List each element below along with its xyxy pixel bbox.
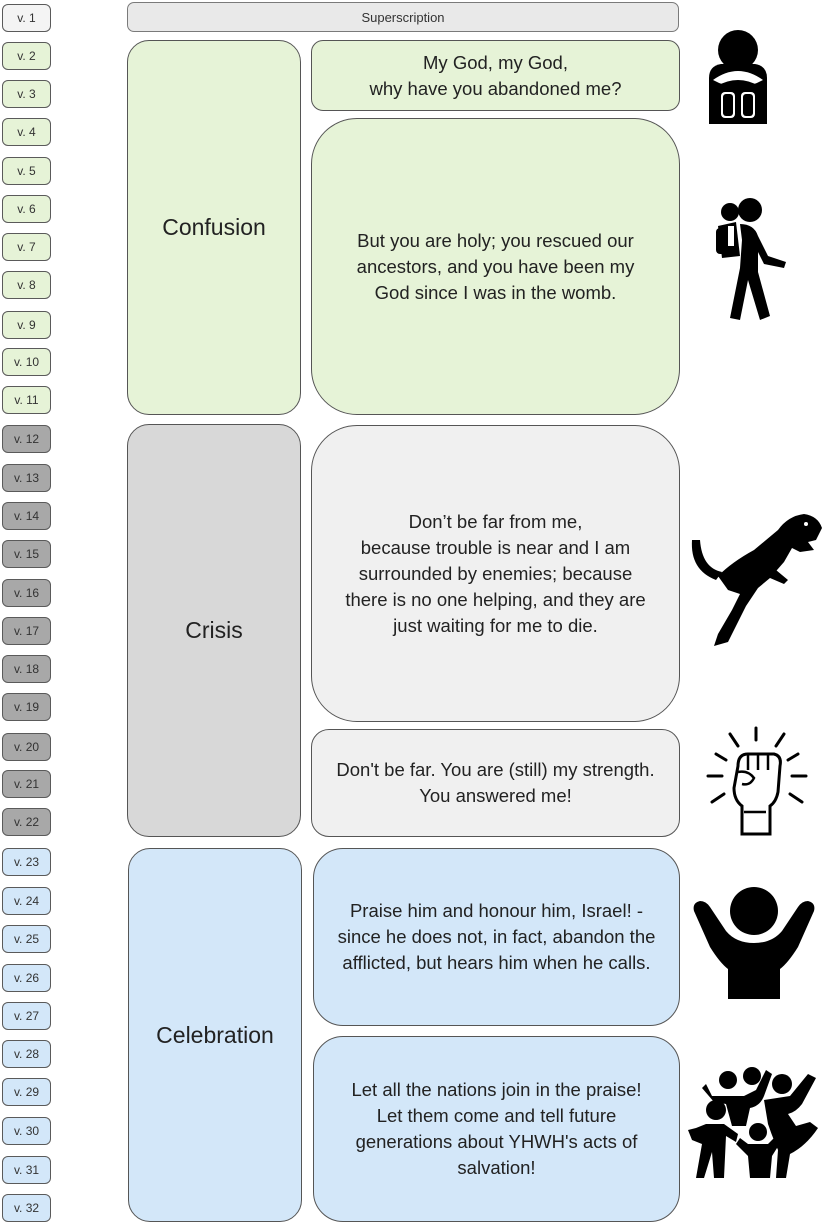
- leaping-lion-icon: [688, 510, 824, 648]
- verse-label: v. 31: [2, 1156, 51, 1184]
- verse-label: v. 29: [2, 1078, 51, 1106]
- celebrating-crowd-icon: [686, 1066, 822, 1178]
- superscription-box: Superscription: [127, 2, 679, 32]
- raised-fist-icon: [704, 726, 810, 838]
- verse-label: v. 15: [2, 540, 51, 568]
- verse-label: v. 24: [2, 887, 51, 915]
- quote-box: My God, my God, why have you abandoned me?: [311, 40, 680, 111]
- verse-label: v. 23: [2, 848, 51, 876]
- verse-label: v. 13: [2, 464, 51, 492]
- verse-label: v. 32: [2, 1194, 51, 1222]
- verse-label: v. 1: [2, 4, 51, 32]
- hunched-sitting-figure-icon: [697, 28, 779, 126]
- verse-label: v. 4: [2, 118, 51, 146]
- verse-label: v. 3: [2, 80, 51, 108]
- section-celebration: Celebration: [128, 848, 302, 1222]
- verse-label: v. 18: [2, 655, 51, 683]
- verse-label: v. 11: [2, 386, 51, 414]
- verse-label: v. 5: [2, 157, 51, 185]
- verse-label: v. 6: [2, 195, 51, 223]
- verse-label: v. 20: [2, 733, 51, 761]
- verse-label: v. 14: [2, 502, 51, 530]
- verse-label: v. 10: [2, 348, 51, 376]
- verse-label: v. 8: [2, 271, 51, 299]
- verse-label: v. 17: [2, 617, 51, 645]
- quote-box: Let all the nations join in the praise! Let them come and tell future generations about YHWH's acts of salvation!: [313, 1036, 680, 1222]
- verse-label: v. 9: [2, 311, 51, 339]
- quote-box: Don't be far. You are (still) my strength. You answered me!: [311, 729, 680, 837]
- verse-label: v. 22: [2, 808, 51, 836]
- verse-label: v. 25: [2, 925, 51, 953]
- verse-label: v. 27: [2, 1002, 51, 1030]
- verse-label: v. 30: [2, 1117, 51, 1145]
- parent-carrying-child-icon: [706, 196, 792, 322]
- quote-box: Praise him and honour him, Israel! - since he does not, in fact, abandon the afflicted, but hears him when he calls.: [313, 848, 680, 1026]
- verse-label: v. 7: [2, 233, 51, 261]
- verse-label: v. 26: [2, 964, 51, 992]
- quote-box: Don’t be far from me, because trouble is near and I am surrounded by enemies; because there is no one helping, and they are just waiting for me to die.: [311, 425, 680, 722]
- quote-box: But you are holy; you rescued our ancestors, and you have been my God since I was in the womb.: [311, 118, 680, 415]
- section-confusion: Confusion: [127, 40, 301, 415]
- verse-label: v. 19: [2, 693, 51, 721]
- verse-label: v. 21: [2, 770, 51, 798]
- verse-label: v. 16: [2, 579, 51, 607]
- verse-label: v. 28: [2, 1040, 51, 1068]
- verse-label: v. 2: [2, 42, 51, 70]
- person-arms-raised-icon: [690, 885, 818, 999]
- section-crisis: Crisis: [127, 424, 301, 837]
- verse-label: v. 12: [2, 425, 51, 453]
